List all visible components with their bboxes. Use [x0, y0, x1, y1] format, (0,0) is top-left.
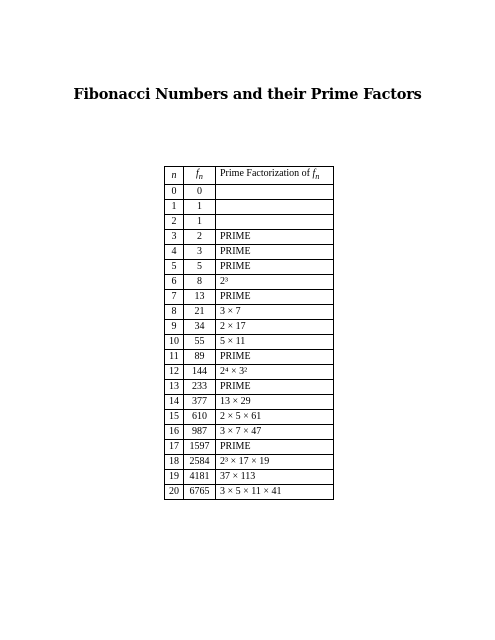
- cell-fn: 377: [184, 395, 216, 410]
- cell-factorization: PRIME: [216, 440, 334, 455]
- cell-factorization: PRIME: [216, 260, 334, 275]
- cell-n: 1: [165, 200, 184, 215]
- cell-fn: 1: [184, 215, 216, 230]
- table-row: [165, 425, 334, 440]
- cell-fn: 55: [184, 335, 216, 350]
- header-fn: $f_n$: [184, 167, 216, 185]
- cell-fn: 0: [184, 185, 216, 200]
- cell-fn: 2: [184, 230, 216, 245]
- table-row: [165, 380, 334, 395]
- table-row: [165, 485, 334, 500]
- cell-n: 13: [165, 380, 184, 395]
- cell-fn: 89: [184, 350, 216, 365]
- page-title: Fibonacci Numbers and their Prime Factors: [73, 86, 422, 103]
- table-row: [165, 410, 334, 425]
- header-factorization: Prime Factorization of $f_n$: [216, 167, 334, 185]
- table-body: [165, 185, 334, 500]
- cell-factorization: 2 × 5 × 61: [216, 410, 334, 425]
- cell-factorization: 3 × 5 × 11 × 41: [216, 485, 334, 500]
- cell-factorization: 2⁴ × 3²: [216, 365, 334, 380]
- table-row: [165, 440, 334, 455]
- cell-n: 11: [165, 350, 184, 365]
- cell-n: 6: [165, 275, 184, 290]
- cell-fn: 2584: [184, 455, 216, 470]
- cell-factorization: 3 × 7 × 47: [216, 425, 334, 440]
- cell-n: 19: [165, 470, 184, 485]
- table-row: [165, 200, 334, 215]
- cell-factorization: 5 × 11: [216, 335, 334, 350]
- table-row: [165, 275, 334, 290]
- cell-fn: 34: [184, 320, 216, 335]
- cell-factorization: 2 × 17: [216, 320, 334, 335]
- cell-fn: 1: [184, 200, 216, 215]
- cell-fn: 8: [184, 275, 216, 290]
- cell-factorization: PRIME: [216, 350, 334, 365]
- table-row: [165, 215, 334, 230]
- table-row: [165, 260, 334, 275]
- cell-fn: 233: [184, 380, 216, 395]
- cell-n: 8: [165, 305, 184, 320]
- table-row: [165, 185, 334, 200]
- cell-n: 14: [165, 395, 184, 410]
- cell-factorization: PRIME: [216, 290, 334, 305]
- cell-fn: 21: [184, 305, 216, 320]
- cell-factorization: [216, 215, 334, 230]
- cell-n: 0: [165, 185, 184, 200]
- cell-factorization: PRIME: [216, 380, 334, 395]
- cell-factorization: [216, 185, 334, 200]
- table-row: [165, 395, 334, 410]
- cell-fn: 4181: [184, 470, 216, 485]
- cell-n: 7: [165, 290, 184, 305]
- cell-fn: 6765: [184, 485, 216, 500]
- cell-n: 15: [165, 410, 184, 425]
- cell-fn: 987: [184, 425, 216, 440]
- cell-fn: 13: [184, 290, 216, 305]
- table-row: [165, 230, 334, 245]
- table-row: [165, 320, 334, 335]
- cell-fn: 610: [184, 410, 216, 425]
- cell-factorization: [216, 200, 334, 215]
- cell-n: 16: [165, 425, 184, 440]
- cell-n: 10: [165, 335, 184, 350]
- cell-fn: 144: [184, 365, 216, 380]
- table-row: [165, 335, 334, 350]
- table-row: [165, 455, 334, 470]
- cell-n: 5: [165, 260, 184, 275]
- cell-factorization: PRIME: [216, 230, 334, 245]
- cell-factorization: 37 × 113: [216, 470, 334, 485]
- cell-n: 2: [165, 215, 184, 230]
- cell-factorization: 2³ × 17 × 19: [216, 455, 334, 470]
- table-row: [165, 305, 334, 320]
- cell-n: 20: [165, 485, 184, 500]
- cell-n: 9: [165, 320, 184, 335]
- table-row: [165, 290, 334, 305]
- table-row: [165, 350, 334, 365]
- cell-factorization: 3 × 7: [216, 305, 334, 320]
- table-row: [165, 470, 334, 485]
- cell-factorization: PRIME: [216, 245, 334, 260]
- table-row: [165, 365, 334, 380]
- cell-factorization: 2³: [216, 275, 334, 290]
- cell-n: 12: [165, 365, 184, 380]
- cell-fn: 1597: [184, 440, 216, 455]
- cell-n: 17: [165, 440, 184, 455]
- table-header-row: [165, 167, 334, 185]
- cell-fn: 3: [184, 245, 216, 260]
- fibonacci-table: [164, 166, 334, 500]
- cell-n: 3: [165, 230, 184, 245]
- table-row: [165, 245, 334, 260]
- cell-fn: 5: [184, 260, 216, 275]
- cell-factorization: 13 × 29: [216, 395, 334, 410]
- cell-n: 4: [165, 245, 184, 260]
- header-n: n: [165, 167, 184, 185]
- cell-n: 18: [165, 455, 184, 470]
